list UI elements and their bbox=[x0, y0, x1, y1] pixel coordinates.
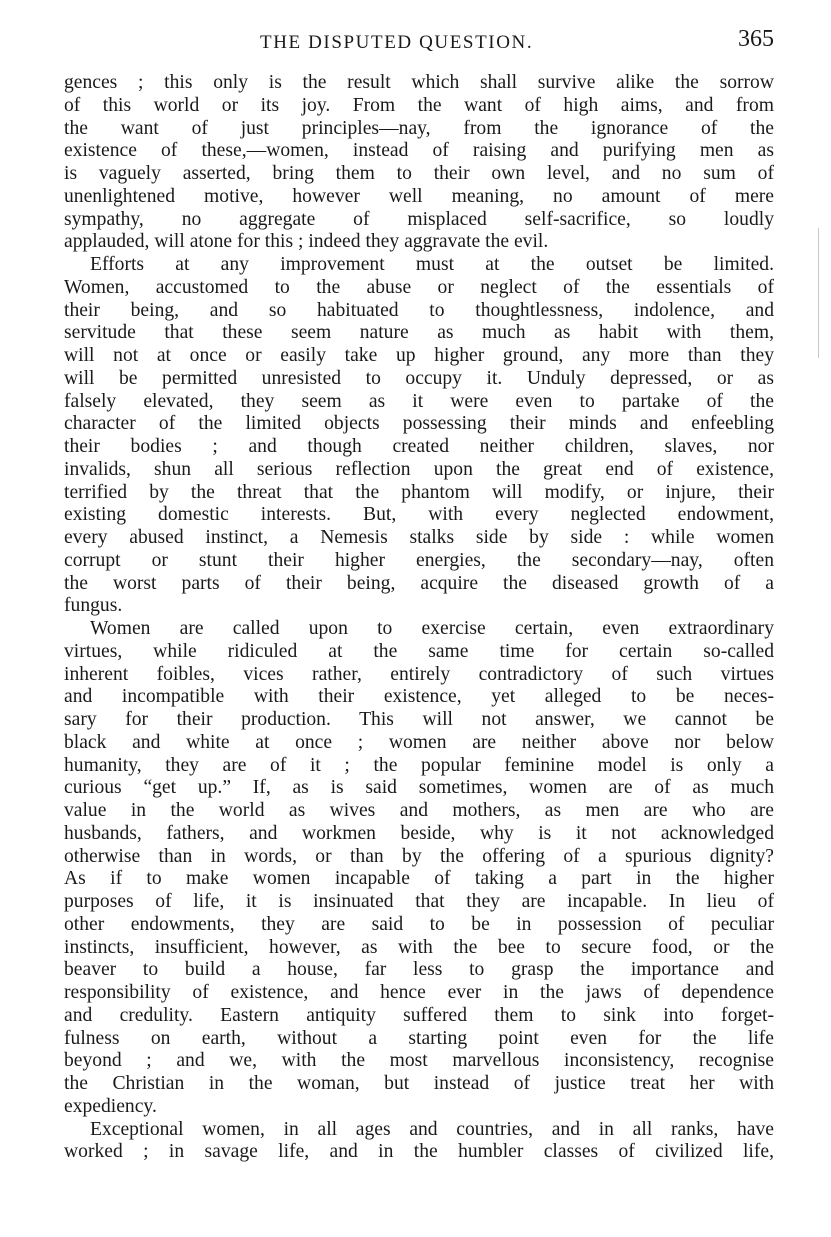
text-line: beyond ; and we, with the most marvellous inconsistency, recognise bbox=[64, 1050, 774, 1072]
text-line: virtues, while ridiculed at the same time for certain so-called bbox=[64, 640, 774, 662]
text-line: Women, accustomed to the abuse or neglect of the essentials of bbox=[64, 276, 774, 298]
text-line: sary for their production. This will not answer, we cannot be bbox=[64, 709, 774, 730]
text-line: the Christian in the woman, but instead of justice treat her with bbox=[64, 1073, 774, 1094]
text-line: will be permitted unresisted to occupy it. Unduly depressed, or as bbox=[64, 367, 774, 389]
text-line: purposes of life, it is insinuated that they are incapable. In lieu of bbox=[64, 891, 774, 912]
text-line: existence of these,—women, instead of raising and purifying men as bbox=[64, 140, 774, 162]
text-line: fulness on earth, without a starting point even for the life bbox=[64, 1027, 774, 1049]
text-line: every abused instinct, a Nemesis stalks side by side : while women bbox=[64, 527, 774, 548]
text-line: existing domestic interests. But, with every neglected endowment, bbox=[64, 504, 774, 526]
text-line: worked ; in savage life, and in the humbler classes of civilized life, bbox=[64, 1141, 774, 1163]
paragraph-first-line: Efforts at any improvement must at the outset be limited. bbox=[90, 254, 774, 275]
text-line: expediency. bbox=[64, 1095, 157, 1117]
text-line: invalids, shun all serious reflection upon the great end of existence, bbox=[64, 458, 774, 480]
body-text bbox=[64, 72, 774, 1164]
text-line: applauded, will atone for this ; indeed they aggravate the evil. bbox=[64, 231, 549, 253]
text-line: fungus. bbox=[64, 595, 123, 617]
text-line: of this world or its joy. From the want of high aims, and from bbox=[64, 94, 774, 116]
text-line: their bodies ; and though created neither children, slaves, nor bbox=[64, 436, 774, 457]
text-line: their being, and so habituated to thoughtlessness, indolence, and bbox=[64, 299, 774, 321]
text-line: instincts, insufficient, however, as with the bee to secure food, or the bbox=[64, 936, 774, 958]
text-line: value in the world as wives and mothers, as men are who are bbox=[64, 800, 774, 821]
text-line: is vaguely asserted, bring them to their own level, and no sum of bbox=[64, 163, 774, 184]
text-line: terrified by the threat that the phantom will modify, or injure, their bbox=[64, 481, 774, 503]
text-line: and incompatible with their existence, yet alleged to be neces- bbox=[64, 686, 774, 708]
text-line: otherwise than in words, or than by the offering of a spurious dignity? bbox=[64, 845, 774, 867]
text-line: inherent foibles, vices rather, entirely contradictory of such virtues bbox=[64, 663, 774, 685]
text-line: other endowments, they are said to be in possession of peculiar bbox=[64, 913, 774, 935]
text-line: character of the limited objects possessing their minds and enfeebling bbox=[64, 413, 774, 435]
text-line: beaver to build a house, far less to grasp the importance and bbox=[64, 959, 774, 981]
text-line: the worst parts of their being, acquire the diseased growth of a bbox=[64, 572, 774, 594]
margin-rule bbox=[818, 228, 819, 358]
text-line: responsibility of existence, and hence ever in the jaws of dependence bbox=[64, 982, 774, 1003]
text-line: humanity, they are of it ; the popular feminine model is only a bbox=[64, 754, 774, 776]
text-line: falsely elevated, they seem as it were even to partake of the bbox=[64, 390, 774, 412]
text-line: servitude that these seem nature as much as habit with them, bbox=[64, 322, 774, 344]
text-line: unenlightened motive, however well meaning, no amount of mere bbox=[64, 185, 774, 207]
paragraph-first-line: Women are called upon to exercise certain, even extraordinary bbox=[90, 618, 774, 639]
running-title: THE DISPUTED QUESTION. bbox=[260, 32, 534, 53]
text-line: curious “get up.” If, as is said sometimes, women are of as much bbox=[64, 777, 774, 799]
page-header bbox=[64, 26, 774, 56]
text-line: As if to make women incapable of taking a part in the higher bbox=[64, 868, 774, 890]
paragraph-first-line: Exceptional women, in all ages and countries, and in all ranks, have bbox=[90, 1118, 774, 1140]
text-line: husbands, fathers, and workmen beside, why is it not acknowledged bbox=[64, 822, 774, 844]
page-number: 365 bbox=[738, 26, 774, 52]
text-line: sympathy, no aggregate of misplaced self-sacrifice, so loudly bbox=[64, 208, 774, 230]
text-line: and credulity. Eastern antiquity suffered them to sink into forget- bbox=[64, 1004, 774, 1026]
text-line: black and white at once ; women are neither above nor below bbox=[64, 731, 774, 753]
text-line: corrupt or stunt their higher energies, the secondary—nay, often bbox=[64, 549, 774, 571]
text-line: will not at once or easily take up higher ground, any more than they bbox=[64, 345, 774, 366]
text-line: the want of just principles—nay, from the ignorance of the bbox=[64, 117, 774, 139]
text-line: gences ; this only is the result which shall survive alike the sorrow bbox=[64, 72, 774, 93]
